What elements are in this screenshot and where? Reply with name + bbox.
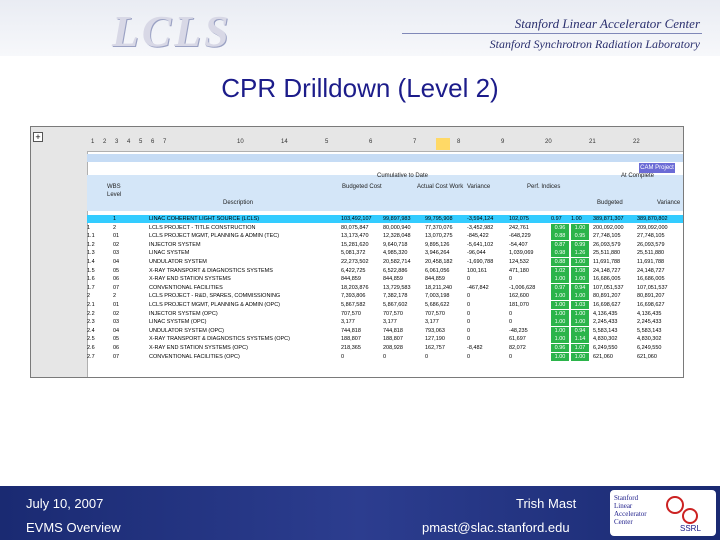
column-number: 9 (501, 139, 505, 145)
table-cell-sv: -5,641,102 (467, 241, 494, 248)
table-cell-sv: 0 (467, 302, 471, 308)
table-cell-lvl: 05 (113, 267, 120, 274)
table-cell-bac: 389,871,307 (593, 216, 624, 222)
table-cell-wbs: 2 (87, 293, 91, 300)
table-cell-bcwp: 80,000,940 (383, 224, 411, 231)
table-cell-eac: 107,051,537 (637, 284, 668, 291)
table-cell-spi: 0.98 (551, 249, 569, 257)
table-cell-cv: 61,697 (509, 336, 526, 343)
table-cell-acwp: 3,946,264 (425, 250, 450, 257)
table-cell-acwp: 20,458,182 (425, 259, 453, 265)
table-cell-bcwp: 13,729,583 (383, 284, 411, 291)
footer-presentation: EVMS Overview (26, 520, 121, 535)
table-cell-sv: 0 (467, 293, 471, 300)
table-row[interactable] (87, 301, 683, 309)
table-cell-desc: X-RAY TRANSPORT & DIAGNOSTICS SYSTEMS (149, 267, 273, 274)
table-cell-spi: 1.00 (551, 292, 569, 300)
column-number: 7 (413, 139, 417, 145)
table-cell-cv: 1,039,069 (509, 250, 534, 257)
header-divider (402, 33, 702, 34)
table-cell-bcws: 218,365 (341, 345, 361, 351)
footer-email: pmast@slac.stanford.edu (422, 520, 570, 535)
table-cell-acwp: 6,061,056 (425, 267, 450, 274)
table-cell-bac: 200,092,000 (593, 224, 624, 231)
org-name-ssrl: Stanford Synchrotron Radiation Laboratory (489, 37, 700, 51)
table-row[interactable] (87, 224, 683, 232)
table-cell-bcws: 188,807 (341, 336, 361, 343)
table-cell-desc: CONVENTIONAL FACILITIES (149, 284, 223, 291)
column-number: 22 (633, 139, 640, 145)
cumulative-label: Cumulative to Date (377, 173, 429, 179)
table-cell-bac: 27,748,105 (593, 233, 621, 240)
table-cell-bac: 80,891,207 (593, 293, 621, 300)
table-cell-lvl: 07 (113, 284, 120, 291)
table-cell-bcwp: 4,985,320 (383, 250, 408, 257)
table-cell-lvl: 04 (113, 327, 120, 334)
variance-label: Variance (467, 184, 491, 190)
table-cell-acwp: 844,859 (425, 276, 445, 283)
table-cell-bcwp: 20,582,714 (383, 259, 411, 265)
table-cell-spi: 0.87 (551, 241, 569, 249)
column-number: 10 (237, 139, 244, 145)
table-cell-sv: -8,482 (467, 345, 483, 351)
table-cell-bcws: 15,281,620 (341, 241, 369, 248)
table-cell-bcws: 744,818 (341, 327, 361, 334)
table-cell-wbs: 2.6 (87, 345, 95, 351)
table-cell-acwp: 0 (425, 353, 429, 360)
table-cell-eac: 11,691,788 (637, 259, 665, 265)
column-number: 2 (103, 139, 107, 145)
table-cell-wbs: 1.3 (87, 250, 95, 257)
table-cell-bcwp: 5,867,602 (383, 302, 408, 308)
column-labels-band (87, 175, 683, 211)
table-row[interactable] (87, 344, 683, 352)
table-cell-bcwp: 3,177 (383, 319, 397, 326)
table-cell-acwp: 127,190 (425, 336, 445, 343)
column-number: 6 (151, 139, 155, 145)
table-cell-bcws: 13,173,470 (341, 233, 369, 240)
column-number: 20 (545, 139, 552, 145)
table-cell-eac: 16,686,005 (637, 276, 665, 283)
table-cell-bcwp: 744,818 (383, 327, 403, 334)
wbs-label: WBS (107, 184, 121, 190)
table-cell-cpi: 1.00 (571, 216, 582, 222)
table-cell-acwp: 162,757 (425, 345, 445, 351)
actual-cost-label: Actual Cost Work (417, 184, 464, 190)
table-cell-lvl: 02 (113, 310, 120, 317)
table-cell-wbs: 1.6 (87, 276, 95, 283)
column-number: 5 (325, 139, 329, 145)
table-cell-desc: X-RAY TRANSPORT & DIAGNOSTICS SYSTEMS (OPC) (149, 336, 290, 343)
table-cell-cpi: 0.94 (571, 284, 589, 292)
spreadsheet-screenshot (30, 126, 684, 378)
table-cell-acwp: 13,070,275 (425, 233, 453, 240)
table-cell-bcwp: 208,928 (383, 345, 403, 351)
table-cell-cv: 471,180 (509, 267, 529, 274)
table-cell-bcwp: 0 (383, 353, 387, 360)
table-cell-desc: INJECTOR SYSTEM (149, 241, 201, 248)
table-cell-eac: 26,093,579 (637, 241, 665, 248)
table-cell-wbs: 1.5 (87, 267, 95, 274)
column-header-bar (87, 127, 683, 152)
column-number: 3 (115, 139, 119, 145)
table-cell-sv: -1,690,788 (467, 259, 494, 265)
table-cell-cpi: 0.94 (571, 327, 589, 335)
ssrl-label: SSRL (680, 524, 701, 533)
table-cell-sv: -467,842 (467, 284, 489, 291)
table-cell-cpi: 0.95 (571, 232, 589, 240)
table-row[interactable] (87, 215, 683, 223)
table-cell-cpi: 1.00 (571, 318, 589, 326)
table-cell-sv: -3,594,124 (467, 216, 494, 222)
column-number: 7 (163, 139, 167, 145)
table-cell-cpi: 1.00 (571, 353, 589, 361)
table-cell-bcws: 844,859 (341, 276, 361, 283)
table-cell-cpi: 1.03 (571, 301, 589, 309)
table-cell-cv: 242,761 (509, 224, 529, 231)
table-cell-cv: 124,532 (509, 259, 529, 265)
table-cell-acwp: 707,570 (425, 310, 445, 317)
table-cell-cv: 181,070 (509, 302, 529, 308)
table-cell-lvl: 01 (113, 233, 120, 240)
table-row[interactable] (87, 327, 683, 335)
footer-date: July 10, 2007 (26, 496, 104, 511)
table-cell-cpi: 1.08 (571, 267, 589, 275)
table-cell-eac: 2,245,433 (637, 319, 662, 326)
table-cell-eac: 16,698,627 (637, 302, 665, 308)
table-cell-bac: 16,686,005 (593, 276, 621, 283)
table-cell-bac: 4,136,435 (593, 310, 618, 317)
table-cell-desc: INJECTOR SYSTEM (OPC) (149, 310, 218, 317)
table-cell-bcws: 80,075,847 (341, 224, 369, 231)
table-cell-acwp: 77,370,076 (425, 224, 453, 231)
table-cell-desc: LCLS PROJECT - TITLE CONSTRUCTION (149, 224, 256, 231)
table-cell-cv: 0 (509, 353, 513, 360)
table-cell-sv: 0 (467, 353, 471, 360)
budgeted-cost-label: Budgeted Cost (342, 184, 382, 190)
table-cell-bcws: 103,492,107 (341, 216, 372, 222)
table-cell-cpi: 1.14 (571, 335, 589, 343)
table-cell-sv: -96,044 (467, 250, 486, 257)
logo-line: Center (614, 518, 633, 526)
table-cell-acwp: 7,003,198 (425, 293, 450, 300)
table-cell-sv: 0 (467, 276, 471, 283)
table-cell-bcws: 6,422,725 (341, 267, 366, 274)
column-number: 1 (91, 139, 95, 145)
column-number: 4 (127, 139, 131, 145)
table-cell-spi: 1.00 (551, 310, 569, 318)
table-cell-eac: 4,136,435 (637, 310, 662, 317)
table-cell-spi: 0.96 (551, 344, 569, 352)
table-cell-bcwp: 844,859 (383, 276, 403, 283)
table-cell-desc: LCLS PROJECT MGMT, PLANNING & ADMIN (OPC) (149, 302, 281, 308)
table-cell-bac: 26,093,579 (593, 241, 621, 248)
table-cell-wbs: 2.2 (87, 310, 95, 317)
table-cell-cv: 102,075 (509, 216, 529, 222)
table-cell-bac: 16,698,627 (593, 302, 621, 308)
table-cell-lvl: 01 (113, 302, 120, 308)
table-cell-bac: 107,051,537 (593, 284, 624, 291)
table-cell-eac: 621,060 (637, 353, 657, 360)
logo-ring (682, 508, 698, 524)
table-cell-bac: 24,148,727 (593, 267, 621, 274)
column-number: 8 (457, 139, 461, 145)
column-number: 6 (369, 139, 373, 145)
table-cell-cpi: 1.00 (571, 310, 589, 318)
table-cell-desc: X-RAY END STATION SYSTEMS (149, 276, 231, 283)
table-cell-sv: -845,422 (467, 233, 489, 240)
table-cell-bcwp: 188,807 (383, 336, 403, 343)
table-row[interactable] (87, 292, 683, 300)
slac-ssrl-logo (610, 490, 716, 536)
table-cell-bac: 6,249,550 (593, 345, 618, 351)
table-cell-bcws: 18,203,876 (341, 284, 369, 291)
table-cell-wbs: 1.7 (87, 284, 95, 291)
table-cell-wbs: 2.5 (87, 336, 95, 343)
table-cell-cpi: 1.00 (571, 292, 589, 300)
logo-line: Accelerator (614, 510, 647, 518)
column-number: 21 (589, 139, 596, 145)
table-cell-bcws: 5,081,372 (341, 250, 366, 257)
table-cell-bcws: 0 (341, 353, 345, 360)
table-cell-sv: 0 (467, 327, 471, 334)
table-cell-bcwp: 99,897,983 (383, 216, 411, 222)
table-cell-lvl: 02 (113, 241, 120, 248)
table-cell-wbs: 2.7 (87, 353, 95, 360)
table-cell-cv: 82,072 (509, 345, 526, 351)
slac-logo-text (614, 494, 647, 526)
table-cell-spi: 0.96 (551, 224, 569, 232)
perf-indices-label: Perf. Indices (527, 184, 561, 190)
table-row[interactable] (87, 318, 683, 326)
table-cell-bcwp: 9,640,718 (383, 241, 408, 248)
table-cell-lvl: 07 (113, 353, 120, 360)
table-cell-eac: 27,748,105 (637, 233, 665, 240)
table-cell-cv: -1,006,628 (509, 284, 536, 291)
table-row[interactable] (87, 249, 683, 257)
table-cell-eac: 6,249,550 (637, 345, 662, 351)
table-cell-lvl: 05 (113, 336, 120, 343)
org-name-slac: Stanford Linear Accelerator Center (514, 16, 700, 31)
table-cell-wbs: 2.1 (87, 302, 95, 308)
expand-icon[interactable]: + (33, 132, 43, 142)
variance2-label: Variance (657, 200, 681, 206)
table-cell-bcwp: 6,522,886 (383, 267, 408, 274)
table-cell-bcwp: 707,570 (383, 310, 403, 317)
table-cell-wbs: 1.2 (87, 241, 95, 248)
table-cell-wbs: 2.3 (87, 319, 95, 326)
table-cell-cv: -648,229 (509, 233, 531, 240)
row-header-column (31, 127, 88, 377)
table-cell-bcws: 707,570 (341, 310, 361, 317)
table-cell-lvl: 2 (113, 293, 117, 300)
table-cell-sv: 100,161 (467, 267, 487, 274)
top-header-band (0, 0, 720, 56)
table-cell-sv: 0 (467, 310, 471, 317)
table-cell-acwp: 3,177 (425, 319, 439, 326)
logo-line: Stanford (614, 494, 639, 502)
table-cell-eac: 80,891,207 (637, 293, 665, 300)
cam-project-badge[interactable]: CAM Project (640, 165, 674, 171)
table-cell-spi: 0.88 (551, 232, 569, 240)
table-cell-cv: 0 (509, 310, 513, 317)
table-cell-bcwp: 7,382,178 (383, 293, 408, 300)
table-cell-wbs: 2.4 (87, 327, 95, 334)
slide-title: CPR Drilldown (Level 2) (221, 73, 499, 103)
table-cell-desc: LINAC COHERENT LIGHT SOURCE (LCLS) (149, 216, 260, 222)
lcls-logo: LCLS (112, 7, 232, 56)
table-cell-bcwp: 12,328,048 (383, 233, 411, 240)
table-row[interactable] (87, 353, 683, 361)
table-cell-bac: 621,060 (593, 353, 613, 360)
table-cell-cpi: 1.00 (571, 258, 589, 266)
table-row[interactable] (87, 241, 683, 249)
table-cell-bac: 5,583,143 (593, 327, 618, 334)
table-cell-acwp: 793,063 (425, 327, 445, 334)
table-cell-spi: 1.00 (551, 318, 569, 326)
table-cell-spi: 0.88 (551, 258, 569, 266)
table-cell-wbs: 1 (87, 224, 91, 231)
table-cell-desc: X-RAY END STATION SYSTEMS (OPC) (149, 345, 248, 351)
at-complete-label: At Complete (621, 173, 655, 179)
column-number: 14 (281, 139, 288, 145)
table-row[interactable] (87, 275, 683, 283)
budgeted-label: Budgeted (597, 200, 623, 206)
table-cell-spi: 0.97 (551, 216, 562, 222)
table-cell-desc: CONVENTIONAL FACILITIES (OPC) (149, 353, 240, 360)
table-cell-desc: LINAC SYSTEM (OPC) (149, 319, 207, 326)
table-cell-eac: 24,148,727 (637, 267, 665, 274)
table-cell-bcws: 7,393,806 (341, 293, 366, 300)
table-cell-wbs: 1.4 (87, 259, 95, 265)
table-cell-cpi: 1.00 (571, 275, 589, 283)
table-cell-lvl: 06 (113, 345, 120, 351)
table-cell-sv: 0 (467, 319, 471, 326)
logo-line: Linear (614, 502, 633, 510)
table-cell-cpi: 1.07 (571, 344, 589, 352)
sheet-title-band (87, 154, 683, 162)
table-cell-eac: 209,092,000 (637, 224, 668, 231)
table-cell-bac: 11,691,788 (593, 259, 621, 265)
table-cell-acwp: 9,895,126 (425, 241, 450, 248)
table-cell-lvl: 03 (113, 250, 120, 257)
table-cell-eac: 25,511,880 (637, 250, 665, 257)
table-row[interactable] (87, 284, 683, 292)
table-cell-eac: 4,830,302 (637, 336, 662, 343)
table-cell-acwp: 99,795,908 (425, 216, 453, 222)
table-cell-bcws: 22,273,502 (341, 259, 369, 265)
table-cell-cv: 0 (509, 276, 513, 283)
table-cell-wbs: 1.1 (87, 233, 95, 240)
level-label: Level (107, 192, 122, 198)
table-cell-sv: 0 (467, 336, 471, 343)
table-cell-eac: 389,870,802 (637, 216, 668, 222)
table-cell-eac: 5,583,143 (637, 327, 662, 334)
table-cell-cv: -48,235 (509, 327, 528, 334)
logo-ring (666, 496, 684, 514)
table-cell-lvl: 04 (113, 259, 120, 265)
table-cell-spi: 1.00 (551, 275, 569, 283)
table-cell-lvl: 1 (113, 216, 117, 222)
table-cell-spi: 1.00 (551, 353, 569, 361)
table-cell-spi: 1.00 (551, 301, 569, 309)
table-cell-desc: UNDULATOR SYSTEM (149, 259, 207, 265)
table-cell-sv: -3,452,982 (467, 224, 494, 231)
table-cell-desc: LCLS PROJECT - R&D, SPARES, COMMISSIONING (149, 293, 281, 300)
table-cell-cv: -54,407 (509, 241, 528, 248)
description-label: Description (223, 200, 254, 206)
table-cell-desc: LCLS PROJECT MGMT, PLANNING & ADMIN (TEC) (149, 233, 280, 240)
table-row[interactable] (87, 267, 683, 275)
table-cell-cpi: 0.99 (571, 241, 589, 249)
table-cell-cv: 0 (509, 319, 513, 326)
table-cell-cpi: 1.26 (571, 249, 589, 257)
column-number: 5 (139, 139, 143, 145)
table-cell-desc: LINAC SYSTEM (149, 250, 190, 257)
table-cell-desc: UNDULATOR SYSTEM (OPC) (149, 327, 224, 334)
table-cell-bac: 4,830,302 (593, 336, 618, 343)
table-row[interactable] (87, 232, 683, 240)
selected-column-marker (436, 138, 450, 150)
table-cell-acwp: 5,686,622 (425, 302, 450, 308)
table-cell-bcws: 3,177 (341, 319, 355, 326)
table-cell-cpi: 1.00 (571, 224, 589, 232)
table-cell-spi: 1.00 (551, 327, 569, 335)
table-row[interactable] (87, 335, 683, 343)
table-cell-bcws: 5,867,582 (341, 302, 366, 308)
table-cell-spi: 1.00 (551, 335, 569, 343)
footer-author: Trish Mast (516, 496, 577, 511)
table-row[interactable] (87, 310, 683, 318)
table-cell-spi: 0.97 (551, 284, 569, 292)
table-cell-bac: 2,245,433 (593, 319, 618, 326)
table-row[interactable] (87, 258, 683, 266)
table-cell-lvl: 2 (113, 224, 117, 231)
table-cell-spi: 1.02 (551, 267, 569, 275)
table-cell-lvl: 06 (113, 276, 120, 283)
table-cell-acwp: 18,211,240 (425, 284, 453, 291)
table-cell-bac: 25,511,880 (593, 250, 621, 257)
table-cell-cv: 162,600 (509, 293, 529, 300)
table-cell-lvl: 03 (113, 319, 120, 326)
